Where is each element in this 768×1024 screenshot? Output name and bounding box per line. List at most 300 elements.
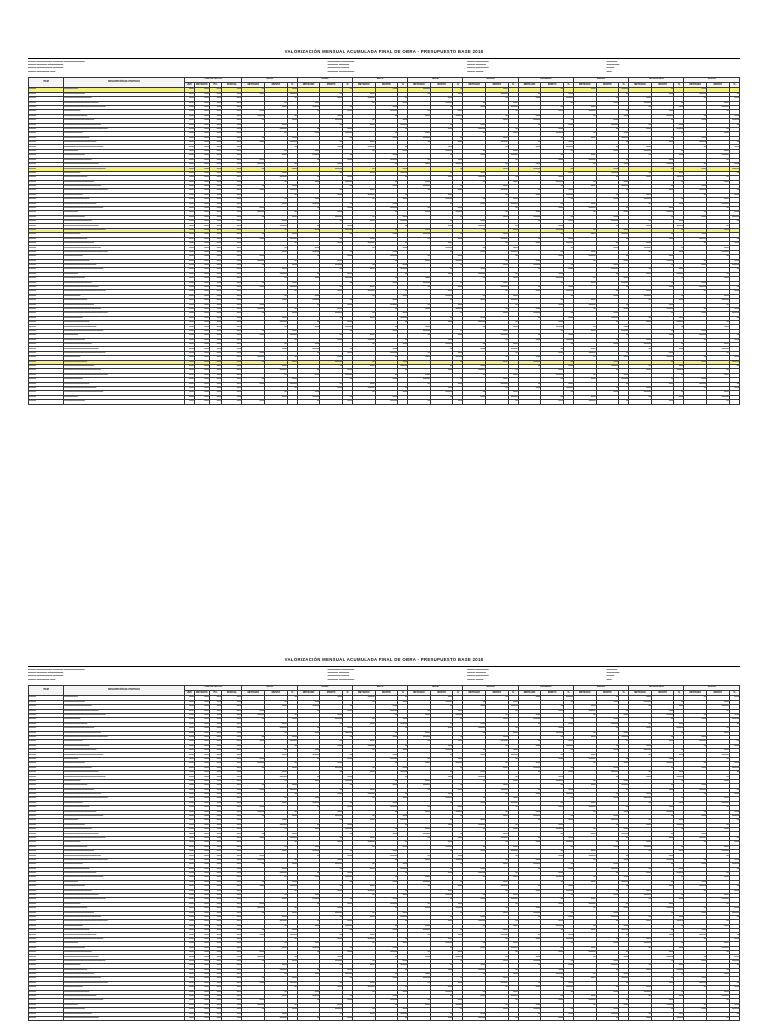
table-cell: ▬▬: [486, 766, 509, 770]
table-cell: ▬▬▬: [596, 364, 619, 368]
table-cell: ▬▬: [184, 250, 194, 254]
table-cell: ▬▬▬: [29, 845, 64, 849]
table-cell: ▬: [541, 898, 564, 902]
table-cell: ▬▬: [563, 722, 573, 726]
table-cell: ▬▬: [375, 202, 398, 206]
table-cell: ▬: [541, 154, 564, 158]
table-cell: ▬: [375, 180, 398, 184]
table-cell: ▬▬▬: [453, 907, 463, 911]
table-cell: ▬▬: [222, 321, 242, 325]
table-cell: ▬▬▬: [430, 391, 453, 395]
table-cell: ▬▬▬: [596, 964, 619, 968]
table-cell: ▬▬: [222, 193, 242, 197]
table-cell: ▬▬: [265, 347, 288, 351]
table-cell: ▬▬: [222, 264, 242, 268]
table-cell: ▬: [320, 964, 343, 968]
table-cell: ▬▬: [707, 246, 730, 250]
table-cell: ▬▬▬: [242, 307, 265, 311]
table-cell: ▬▬: [184, 312, 194, 316]
table-cell: ▬▬: [184, 792, 194, 796]
table-cell: ▬: [619, 110, 629, 114]
table-cell: ▬▬▬: [29, 343, 64, 347]
table-cell: [463, 400, 486, 404]
table-cell: ▬▬: [222, 911, 242, 915]
table-cell: ▬▬: [194, 202, 209, 206]
table-cell: ▬▬: [194, 850, 209, 854]
table-cell: ▬▬▬: [29, 696, 64, 700]
table-cell: ▬▬: [453, 757, 463, 761]
table-cell: ▬: [518, 788, 541, 792]
table-cell: ▬▬▬: [29, 828, 64, 832]
table-cell: ▬: [408, 885, 431, 889]
subheader-cell: METRADO: [353, 83, 376, 88]
table-cell: ▬▬: [222, 907, 242, 911]
table-cell: ▬▬: [194, 303, 209, 307]
table-cell: ▬▬: [209, 946, 222, 950]
table-cell: ▬▬: [707, 343, 730, 347]
table-cell: ▬: [430, 220, 453, 224]
table-cell: ▬▬: [194, 972, 209, 976]
table-cell: ▬▬: [353, 123, 376, 127]
table-cell: ▬: [596, 744, 619, 748]
table-cell: ▬▬▬: [651, 810, 674, 814]
table-cell: ▬▬: [629, 889, 652, 893]
table-cell: ▬: [342, 184, 352, 188]
table-cell: ▬▬: [209, 233, 222, 237]
table-cell: ▬▬: [541, 999, 564, 1003]
table-cell: ▬▬: [194, 929, 209, 933]
table-cell: ▬▬: [674, 898, 684, 902]
table-cell: ▬▬: [242, 885, 265, 889]
table-cell: ▬: [619, 885, 629, 889]
table-cell: ▬: [375, 762, 398, 766]
table-cell: ▬▬▬: [29, 819, 64, 823]
table-cell: ▬▬: [209, 88, 222, 92]
table-cell: ▬▬▬: [29, 832, 64, 836]
table-cell: ▬▬: [563, 189, 573, 193]
subheader-cell: METRADO: [297, 691, 320, 696]
table-cell: ▬: [463, 828, 486, 832]
table-cell: ▬▬: [184, 902, 194, 906]
table-cell: ▬▬: [729, 97, 739, 101]
table-cell: ▬: [320, 268, 343, 272]
table-cell: ▬▬▬▬▬▬▬▬▬▬▬▬▬: [64, 911, 185, 915]
table-cell: ▬▬▬: [508, 994, 518, 998]
table-cell: ▬▬▬: [29, 369, 64, 373]
table-cell: ▬▬: [209, 360, 222, 364]
table-cell: ▬▬: [194, 347, 209, 351]
table-cell: ▬▬: [194, 369, 209, 373]
table-cell: ▬▬: [222, 158, 242, 162]
table-cell: ▬▬▬: [353, 338, 376, 342]
table-cell: ▬▬▬: [619, 929, 629, 933]
table-cell: ▬▬: [353, 364, 376, 368]
table-cell: ▬: [518, 285, 541, 289]
table-cell: ▬▬▬: [563, 145, 573, 149]
table-cell: ▬▬: [194, 832, 209, 836]
table-cell: ▬▬▬▬▬▬▬▬▬▬▬▬▬▬▬▬▬▬: [64, 228, 185, 232]
table-cell: ▬▬: [184, 757, 194, 761]
table-cell: ▬▬: [353, 141, 376, 145]
table-cell: ▬▬: [194, 334, 209, 338]
table-cell: ▬▬: [209, 972, 222, 976]
table-cell: ▬▬: [222, 836, 242, 840]
table-cell: ▬▬: [194, 378, 209, 382]
table-cell: ▬▬: [486, 929, 509, 933]
table-cell: ▬: [320, 237, 343, 241]
table-cell: ▬▬▬▬▬▬▬▬: [64, 193, 185, 197]
table-cell: ▬▬: [194, 740, 209, 744]
table-cell: ▬▬: [573, 250, 596, 254]
table-cell: ▬: [707, 321, 730, 325]
table-cell: ▬▬▬: [29, 373, 64, 377]
table-cell: ▬▬: [209, 316, 222, 320]
table-cell: ▬▬▬: [430, 893, 453, 897]
table-cell: ▬▬▬▬▬▬▬▬▬▬▬▬: [64, 158, 185, 162]
table-cell: ▬▬: [184, 727, 194, 731]
table-cell: ▬: [375, 858, 398, 862]
table-cell: ▬▬▬: [29, 999, 64, 1003]
table-cell: ▬▬▬: [563, 986, 573, 990]
table-cell: ▬▬: [194, 158, 209, 162]
table-cell: ▬▬▬: [29, 386, 64, 390]
table-cell: ▬▬: [242, 933, 265, 937]
table-cell: ▬▬: [184, 718, 194, 722]
table-cell: ▬: [684, 713, 707, 717]
table-cell: ▬▬▬: [729, 766, 739, 770]
table-cell: ▬▬▬: [463, 272, 486, 276]
table-cell: ▬▬▬: [563, 290, 573, 294]
table-cell: ▬▬: [674, 171, 684, 175]
table-cell: ▬: [265, 828, 288, 832]
table-cell: ▬▬: [619, 307, 629, 311]
table-cell: ▬: [265, 990, 288, 994]
table-cell: ▬▬: [398, 845, 408, 849]
table-cell: ▬▬: [287, 329, 297, 333]
table-cell: ▬: [375, 356, 398, 360]
table-cell: ▬▬: [194, 981, 209, 985]
table-cell: ▬: [463, 325, 486, 329]
table-cell: ▬▬: [375, 880, 398, 884]
table-cell: ▬▬: [486, 1008, 509, 1012]
table-cell: ▬: [430, 202, 453, 206]
table-cell: ▬▬: [430, 127, 453, 131]
table-cell: ▬▬: [222, 964, 242, 968]
table-cell: ▬: [453, 784, 463, 788]
table-cell: ▬: [408, 382, 431, 386]
table-cell: ▬▬: [430, 272, 453, 276]
table-cell: ▬: [629, 268, 652, 272]
table-cell: ▬▬: [408, 325, 431, 329]
table-cell: ▬▬: [486, 977, 509, 981]
table-cell: ▬: [353, 700, 376, 704]
table-cell: ▬▬: [209, 771, 222, 775]
table-cell: ▬: [707, 727, 730, 731]
table-cell: ▬▬: [287, 312, 297, 316]
table-cell: ▬: [486, 810, 509, 814]
table-cell: ▬▬: [194, 206, 209, 210]
table-cell: ▬▬: [194, 964, 209, 968]
table-cell: ▬▬: [209, 163, 222, 167]
table-cell: ▬▬: [265, 171, 288, 175]
table-cell: ▬▬: [209, 828, 222, 832]
table-cell: ▬▬▬: [408, 735, 431, 739]
table-cell: [430, 400, 453, 404]
table-cell: ▬▬: [342, 272, 352, 276]
table-cell: ▬▬: [194, 994, 209, 998]
table-cell: ▬: [573, 307, 596, 311]
table-cell: ▬▬: [194, 97, 209, 101]
table-cell: ▬▬: [707, 294, 730, 298]
table-cell: ▬▬: [194, 220, 209, 224]
table-cell: ▬: [563, 700, 573, 704]
table-cell: ▬▬: [184, 198, 194, 202]
table-cell: ▬▬: [209, 994, 222, 998]
table-cell: ▬▬: [209, 990, 222, 994]
table-cell: ▬: [563, 294, 573, 298]
table-cell: ▬▬▬▬▬▬▬▬▬▬▬▬▬▬▬▬▬: [64, 329, 185, 333]
table-cell: ▬▬: [222, 955, 242, 959]
table-cell: ▬▬▬: [29, 189, 64, 193]
table-cell: ▬▬: [184, 819, 194, 823]
table-cell: ▬▬: [194, 294, 209, 298]
table-cell: ▬▬▬▬▬▬: [64, 1003, 185, 1007]
table-cell: ▬▬▬: [287, 92, 297, 96]
table-cell: ▬▬: [287, 88, 297, 92]
table-cell: [398, 400, 408, 404]
table-cell: ▬▬: [508, 325, 518, 329]
table-cell: ▬▬: [596, 167, 619, 171]
table-cell: ▬▬: [209, 264, 222, 268]
table-cell: ▬▬▬: [29, 378, 64, 382]
table-cell: ▬: [242, 184, 265, 188]
table-cell: ▬: [453, 264, 463, 268]
table-cell: ▬▬: [222, 972, 242, 976]
table-cell: ▬▬: [729, 290, 739, 294]
table-cell: ▬▬: [674, 154, 684, 158]
table-cell: ▬▬: [486, 88, 509, 92]
table-cell: ▬: [242, 929, 265, 933]
table-cell: ▬▬: [209, 378, 222, 382]
table-cell: ▬▬: [463, 123, 486, 127]
table-cell: ▬▬: [184, 132, 194, 136]
table-cell: ▬: [541, 281, 564, 285]
table-cell: ▬: [674, 779, 684, 783]
subheader-cell: %: [287, 83, 297, 88]
table-cell: ▬▬: [320, 338, 343, 342]
table-cell: ▬▬: [453, 334, 463, 338]
table-cell: ▬▬▬: [29, 775, 64, 779]
table-cell: ▬▬: [453, 255, 463, 259]
table-cell: ▬: [353, 294, 376, 298]
table-cell: ▬: [707, 757, 730, 761]
table-cell: ▬▬▬: [729, 718, 739, 722]
table-cell: ▬▬: [194, 920, 209, 924]
table-cell: ▬: [463, 972, 486, 976]
table-cell: ▬▬▬: [353, 290, 376, 294]
table-cell: ▬▬: [297, 845, 320, 849]
table-cell: ▬▬: [287, 136, 297, 140]
table-cell: ▬▬: [596, 149, 619, 153]
table-cell: ▬▬▬: [29, 272, 64, 276]
table-cell: ▬▬: [629, 968, 652, 972]
table-cell: ▬▬: [408, 810, 431, 814]
table-cell: ▬: [463, 277, 486, 281]
group-month: MARZO: [463, 78, 518, 83]
table-cell: ▬▬▬: [297, 299, 320, 303]
table-cell: ▬▬▬▬▬▬▬▬▬▬: [64, 845, 185, 849]
table-cell: ▬▬▬: [518, 911, 541, 915]
table-cell: ▬: [242, 766, 265, 770]
table-cell: ▬▬: [629, 176, 652, 180]
table-cell: ▬▬▬: [29, 351, 64, 355]
table-cell: ▬▬: [463, 771, 486, 775]
table-cell: ▬: [729, 123, 739, 127]
table-cell: ▬▬: [222, 294, 242, 298]
table-cell: ▬▬▬: [629, 343, 652, 347]
table-cell: ▬▬▬: [287, 334, 297, 338]
table-cell: ▬▬▬: [353, 841, 376, 845]
table-cell: ▬▬: [629, 727, 652, 731]
table-cell: ▬▬: [573, 898, 596, 902]
table-cell: ▬▬: [194, 942, 209, 946]
table-cell: ▬▬▬▬▬▬▬▬▬: [64, 338, 185, 342]
table-cell: ▬▬: [184, 149, 194, 153]
table-cell: ▬: [674, 942, 684, 946]
table-cell: ▬▬: [430, 97, 453, 101]
table-cell: ▬▬▬: [463, 224, 486, 228]
table-cell: ▬▬: [222, 872, 242, 876]
table-cell: ▬: [486, 145, 509, 149]
table-cell: ▬▬: [209, 880, 222, 884]
project-info-col: ▬▬▬▬▬ ▬▬▬▬▬ ▬▬▬▬ ▬▬▬▬ ▬▬▬▬▬ ▬▬▬ ▬▬▬▬ ▬▬▬▬▬▬: [327, 60, 355, 73]
table-cell: ▬▬▬: [265, 920, 288, 924]
table-cell: ▬▬▬: [674, 321, 684, 325]
subheader-cell: MONTO: [596, 83, 619, 88]
table-cell: ▬▬▬: [297, 395, 320, 399]
subheader-cell: METRADO: [408, 691, 431, 696]
table-cell: ▬▬: [408, 132, 431, 136]
table-cell: ▬▬: [651, 933, 674, 937]
table-cell: ▬▬: [209, 731, 222, 735]
table-cell: ▬: [629, 154, 652, 158]
table-cell: ▬▬: [222, 303, 242, 307]
table-cell: ▬: [463, 373, 486, 377]
table-cell: ▬▬: [265, 946, 288, 950]
table-cell: ▬▬: [573, 329, 596, 333]
table-cell: ▬▬: [453, 999, 463, 1003]
table-cell: ▬▬: [463, 753, 486, 757]
table-cell: ▬: [242, 959, 265, 963]
table-cell: ▬▬: [222, 237, 242, 241]
table-cell: ▬: [297, 158, 320, 162]
table-cell: ▬▬: [222, 180, 242, 184]
table-cell: ▬: [651, 88, 674, 92]
table-cell: ▬: [398, 338, 408, 342]
table-cell: ▬▬▬: [29, 731, 64, 735]
table-cell: ▬▬: [375, 136, 398, 140]
table-cell: ▬: [629, 946, 652, 950]
table-cell: ▬▬: [596, 246, 619, 250]
table-cell: ▬▬: [194, 325, 209, 329]
table-cell: ▬▬: [486, 735, 509, 739]
table-cell: ▬: [518, 981, 541, 985]
table-cell: ▬▬▬: [684, 740, 707, 744]
table-cell: ▬: [729, 237, 739, 241]
table-cell: ▬▬: [398, 215, 408, 219]
table-cell: ▬▬: [463, 705, 486, 709]
table-cell: ▬▬: [194, 272, 209, 276]
table-cell: ▬▬: [222, 184, 242, 188]
table-cell: ▬: [707, 176, 730, 180]
table-cell: ▬: [684, 810, 707, 814]
table-cell: ▬▬: [222, 268, 242, 272]
table-cell: ▬▬: [508, 779, 518, 783]
table-cell: ▬▬▬: [29, 132, 64, 136]
table-cell: ▬▬: [453, 836, 463, 840]
table-cell: ▬▬▬▬▬▬: [64, 88, 185, 92]
table-cell: ▬▬: [629, 386, 652, 390]
table-cell: ▬: [619, 141, 629, 145]
table-cell: ▬: [353, 198, 376, 202]
table-cell: ▬: [707, 224, 730, 228]
table-cell: ▬: [453, 1008, 463, 1012]
table-cell: ▬▬: [194, 775, 209, 779]
table-cell: ▬: [729, 819, 739, 823]
table-cell: ▬▬: [184, 832, 194, 836]
table-cell: ▬▬: [222, 255, 242, 259]
table-cell: ▬: [408, 709, 431, 713]
table-cell: ▬▬▬: [508, 105, 518, 109]
table-cell: ▬▬▬▬▬▬▬▬▬▬▬▬▬▬▬▬▬: [64, 814, 185, 818]
table-cell: ▬▬: [265, 105, 288, 109]
table-cell: ▬▬: [684, 832, 707, 836]
table-cell: ▬: [398, 823, 408, 827]
table-cell: ▬▬▬: [29, 858, 64, 862]
table-cell: ▬▬▬: [684, 836, 707, 840]
subheader-cell: METRADO: [353, 691, 376, 696]
table-cell: ▬▬▬: [518, 814, 541, 818]
table-cell: ▬▬: [596, 264, 619, 268]
table-cell: ▬: [265, 343, 288, 347]
subheader-cell: MONTO: [486, 691, 509, 696]
table-cell: ▬▬▬: [29, 145, 64, 149]
table-cell: ▬▬: [541, 303, 564, 307]
table-cell: ▬▬: [320, 259, 343, 263]
table-cell: ▬: [463, 876, 486, 880]
table-cell: ▬▬: [209, 757, 222, 761]
table-cell: ▬▬▬: [684, 933, 707, 937]
table-cell: ▬: [342, 850, 352, 854]
table-cell: ▬▬▬: [242, 356, 265, 360]
table-cell: ▬: [651, 977, 674, 981]
table-cell: ▬▬: [184, 127, 194, 131]
table-cell: ▬▬▬: [430, 343, 453, 347]
table-cell: ▬▬: [508, 797, 518, 801]
table-cell: ▬▬: [222, 735, 242, 739]
table-cell: ▬▬: [184, 784, 194, 788]
group-month: JUNIO: [297, 78, 352, 83]
table-cell: ▬▬: [209, 951, 222, 955]
project-info-col: ▬▬▬ ▬▬▬▬▬▬ ▬▬▬▬ ▬▬▬▬▬▬▬▬ ▬▬▬ ▬▬▬▬ ▬▬▬▬▬▬ ▬▬▬ ▬▬▬▬▬▬ ▬▬▬▬ ▬▬▬ ▬▬▬▬▬ ▬▬: [28, 668, 85, 681]
subheader-cell: MONTO: [541, 691, 564, 696]
table-cell: ▬▬: [541, 351, 564, 355]
table-cell: ▬▬▬: [29, 347, 64, 351]
table-cell: ▬: [573, 810, 596, 814]
table-cell: ▬▬: [184, 696, 194, 700]
table-cell: ▬▬: [194, 828, 209, 832]
table-cell: ▬▬: [209, 158, 222, 162]
